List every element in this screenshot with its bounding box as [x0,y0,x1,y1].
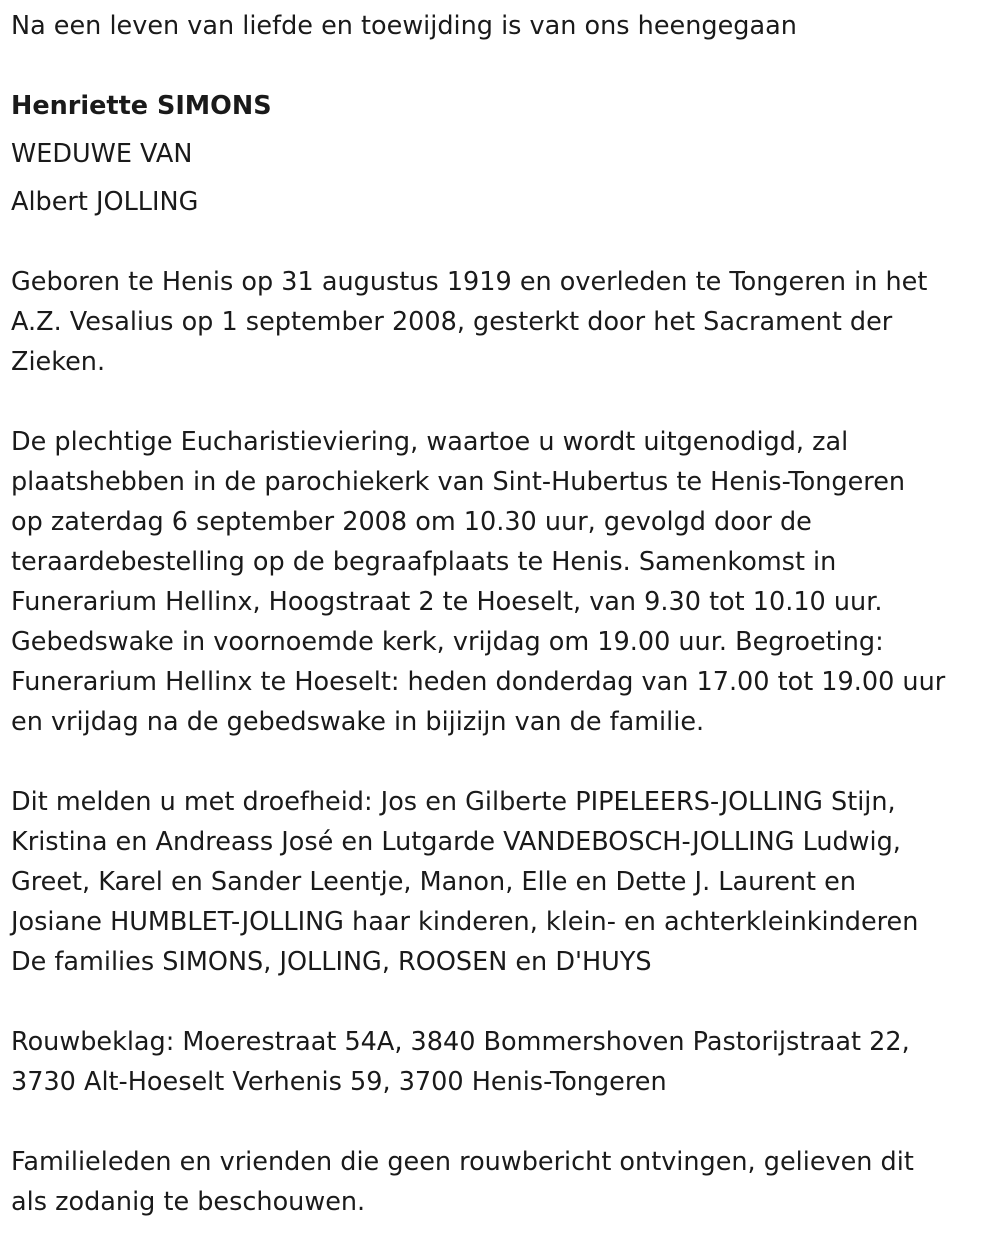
paragraph-line: Zieken. [11,347,106,377]
paragraph-line: Funerarium Hellinx, Hoogstraat 2 te Hoeselt, van 9.30 tot 10.10 uur. [11,587,883,617]
paragraph-line: De plechtige Eucharistieviering, waartoe u wordt uitgenodigd, zal [11,427,849,457]
paragraph-line: 3730 Alt-Hoeselt Verhenis 59, 3700 Henis-Tongeren [11,1067,667,1097]
paragraph-line: Geboren te Henis op 31 augustus 1919 en overleden te Tongeren in het [11,267,928,297]
paragraph-line: als zodanig te beschouwen. [11,1187,366,1217]
paragraph-line: Kristina en Andreass José en Lutgarde VANDEBOSCH-JOLLING Ludwig, [11,827,901,857]
paragraph-line: teraardebestelling op de begraafplaats te Henis. Samenkomst in [11,547,837,577]
intro-text: Na een leven van liefde en toewijding is van ons heengegaan [11,11,797,41]
paragraph-line: Funerarium Hellinx te Hoeselt: heden donderdag van 17.00 tot 19.00 uur [11,667,946,697]
condolences-paragraph [11,1022,986,1102]
paragraph-line: Josiane HUMBLET-JOLLING haar kinderen, klein- en achterkleinkinderen [11,907,919,937]
paragraph-line: plaatshebben in de parochiekerk van Sint-Hubertus te Henis-Tongeren [11,467,906,497]
relation-label: WEDUWE VAN [11,139,193,169]
paragraph-line: Gebedswake in voornoemde kerk, vrijdag om 19.00 uur. Begroeting: [11,627,884,657]
paragraph-line: Rouwbeklag: Moerestraat 54A, 3840 Bommershoven Pastorijstraat 22, [11,1027,910,1057]
paragraph-line: en vrijdag na de gebedswake in bijizijn van de familie. [11,707,705,737]
closing-paragraph [11,1142,986,1222]
birth-death-paragraph [11,262,986,382]
ceremony-paragraph [11,422,986,742]
spouse-name: Albert JOLLING [11,187,199,217]
paragraph-line: op zaterdag 6 september 2008 om 10.30 uur, gevolgd door de [11,507,812,537]
paragraph-line: Greet, Karel en Sander Leentje, Manon, Elle en Dette J. Laurent en [11,867,857,897]
deceased-name: Henriette SIMONS [11,91,272,121]
paragraph-line: Familieleden en vrienden die geen rouwbericht ontvingen, gelieven dit [11,1147,914,1177]
paragraph-line: De families SIMONS, JOLLING, ROOSEN en D'HUYS [11,947,652,977]
family-paragraph [11,782,986,982]
paragraph-line: A.Z. Vesalius op 1 september 2008, gesterkt door het Sacrament der [11,307,893,337]
paragraph-line: Dit melden u met droefheid: Jos en Gilberte PIPELEERS-JOLLING Stijn, [11,787,896,817]
